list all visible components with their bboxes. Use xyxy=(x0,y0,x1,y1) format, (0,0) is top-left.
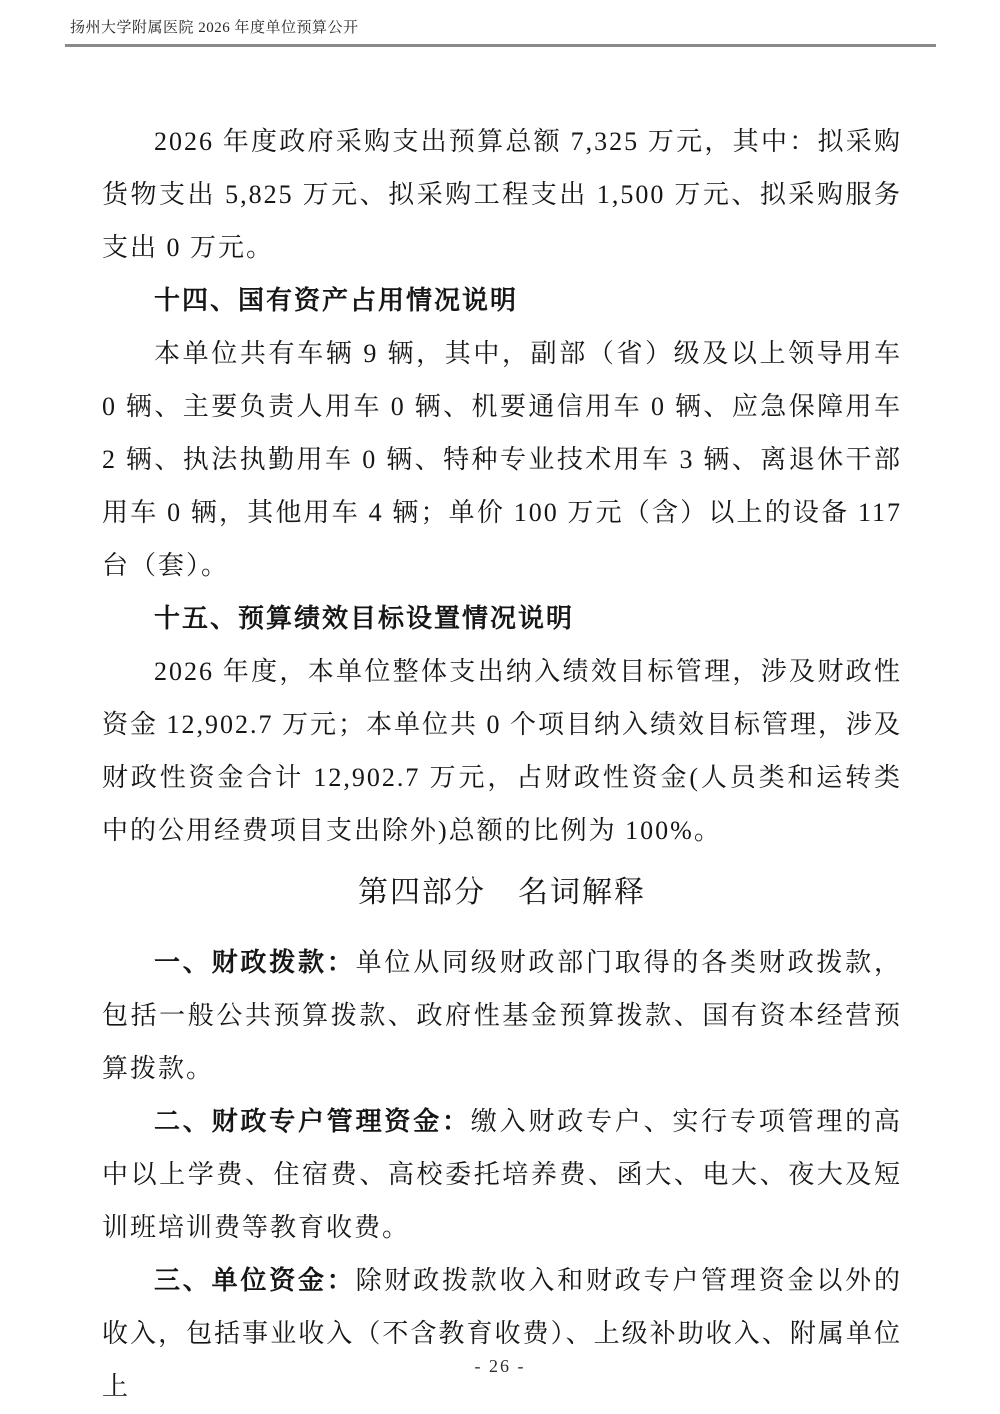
term-paragraph-unit-funds xyxy=(102,1254,902,1413)
term-paragraph-fiscal-appropriation xyxy=(102,936,902,1095)
paragraph-state-assets: 本单位共有车辆 9 辆，其中，副部（省）级及以上领导用车 0 辆、主要负责人用车 0 辆、机要通信用车 0 辆、应急保障用车 2 辆、执法执勤用车 0 辆、特种专业技术用车 3 辆、离退休干部用车 0 辆，其他用车 4 辆；单价 100 万元（含）以上的设备 117 台（套）。 xyxy=(102,339,902,580)
document-body xyxy=(102,115,902,1413)
page-footer xyxy=(0,1356,1000,1377)
term-body-special-account-funds: 缴入财政专户、实行专项管理的高中以上学费、住宿费、高校委托培养费、函大、电大、夜大及短训班培训费等教育收费。 xyxy=(102,1107,902,1242)
part4-section-title: 第四部分 名词解释 xyxy=(358,876,646,909)
header-title: 扬州大学附属医院 2026 年度单位预算公开 xyxy=(70,20,359,36)
term-paragraph-special-account-funds xyxy=(102,1095,902,1254)
term-body-unit-funds: 除财政拨款收入和财政专户管理资金以外的收入，包括事业收入（不含教育收费）、上级补助收入、附属单位上 xyxy=(102,1266,902,1401)
term-lead-special-account-funds: 二、财政专户管理资金： xyxy=(154,1107,471,1136)
paragraph-performance-targets: 2026 年度，本单位整体支出纳入绩效目标管理，涉及财政性资金 12,902.7 万元；本单位共 0 个项目纳入绩效目标管理，涉及财政性资金合计 12,902.7 万元，占财政性资金(人员类和运转类中的公用经费项目支出除外)总额的比例为 100%。 xyxy=(102,657,903,845)
term-body-fiscal-appropriation: 单位从同级财政部门取得的各类财政拨款，包括一般公共预算拨款、政府性基金预算拨款、国有资本经营预算拨款。 xyxy=(102,948,902,1083)
term-lead-unit-funds: 三、单位资金： xyxy=(154,1266,356,1295)
paragraph-procurement-budget: 2026 年度政府采购支出预算总额 7,325 万元，其中：拟采购货物支出 5,825 万元、拟采购工程支出 1,500 万元、拟采购服务支出 0 万元。 xyxy=(102,127,902,262)
heading-section-15-performance-targets: 十五、预算绩效目标设置情况说明 xyxy=(154,604,575,633)
page-header xyxy=(65,16,936,47)
term-lead-fiscal-appropriation: 一、财政拨款： xyxy=(154,948,356,977)
heading-section-14-state-assets: 十四、国有资产占用情况说明 xyxy=(154,286,519,315)
page-number: - 26 - xyxy=(474,1356,526,1376)
